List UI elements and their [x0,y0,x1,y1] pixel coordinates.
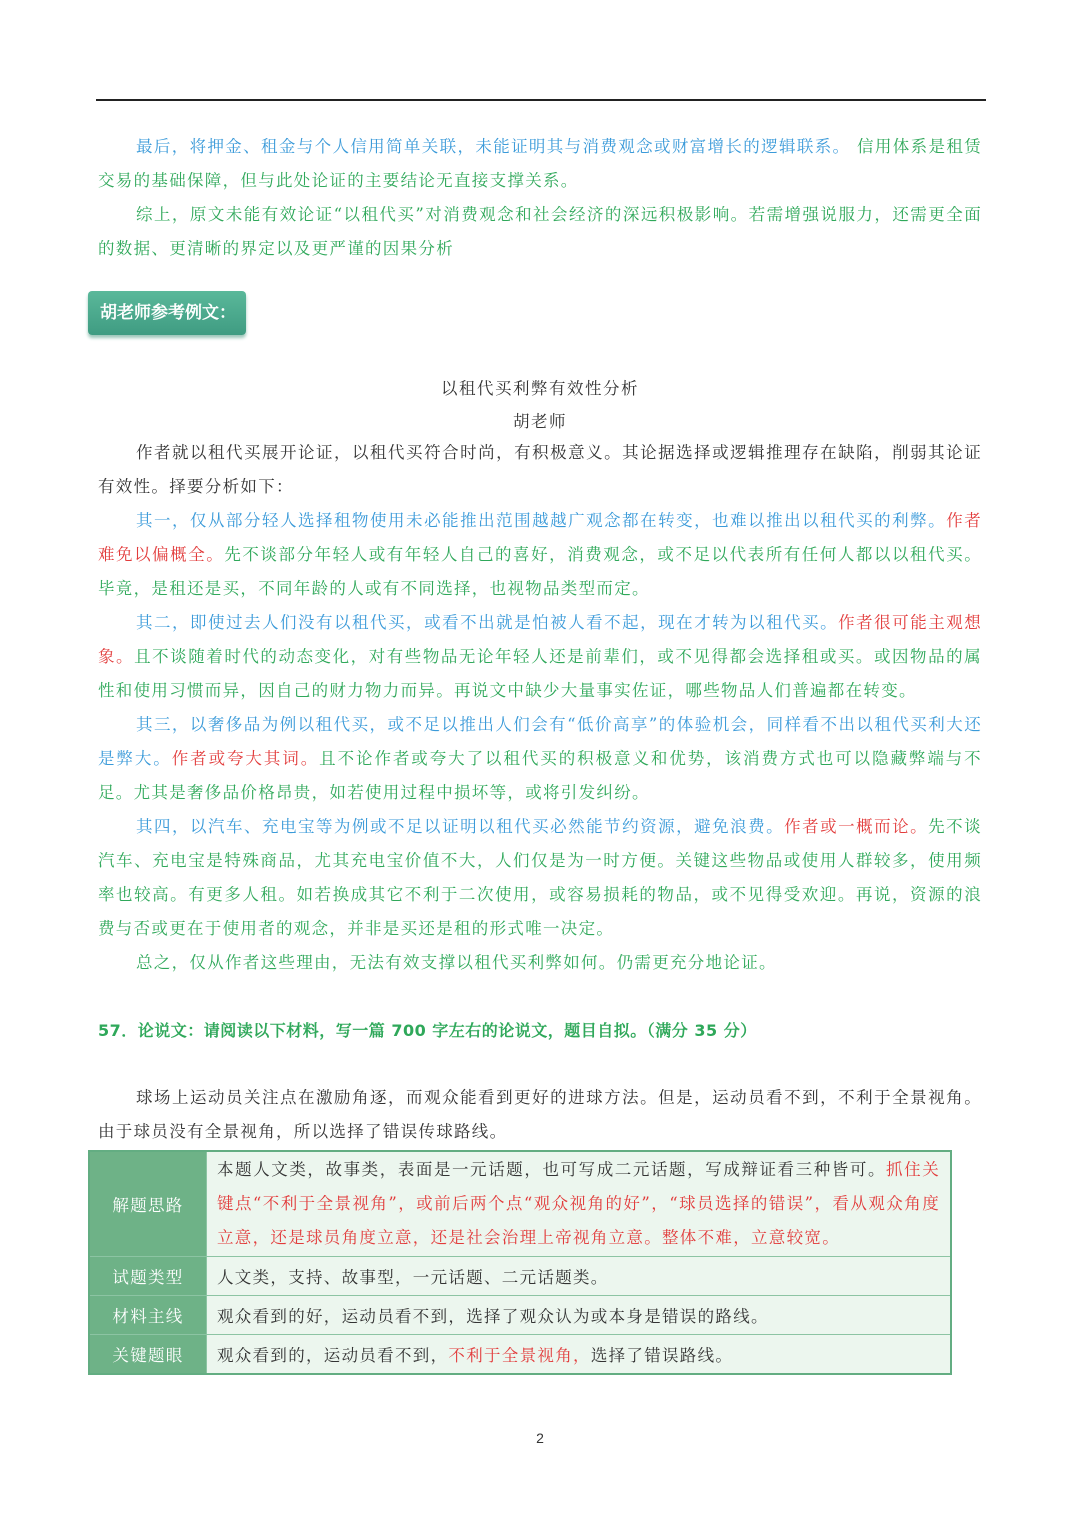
essay-point-4: 其四，以汽车、充电宝等为例或不足以证明以租代买必然能节约资源，避免浪费。作者或一概而论。先不谈汽车、充电宝是特殊商品，尤其充电宝价值不大，人们仅是为一时方便。关键这些物品或使用人群较多，使用频率也较高。有更多人租。如若换成其它不利于二次使用，或容易损耗的物品，或不见得受欢迎。再说，资源的浪费与否或更在于使用者的观念，并非是买还是租的形式唯一决定。 [98,817,982,938]
page-number: 2 [536,1430,544,1446]
question-title: 57．论说文：请阅读以下材料，写一篇 700 字左右的论说文，题目自拟。（满分 35 分） [98,1021,757,1040]
table-cell-mainline: 观众看到的好，运动员看不到，选择了观众认为或本身是错误的路线。 [207,1296,952,1335]
table-cell-keypoint: 观众看到的，运动员看不到，不利于全景视角，选择了错误路线。 [207,1335,952,1375]
essay-author: 胡老师 [513,412,567,431]
reference-essay-badge: 胡老师参考例文： [88,291,246,335]
table-head-mainline: 材料主线 [89,1296,207,1335]
analysis-paragraph-2: 综上，原文未能有效论证“以租代买”对消费观念和社会经济的深远积极影响。若需增强说服力，还需更全面的数据、更清晰的界定以及更严谨的因果分析 [98,205,982,258]
table-cell-approach: 本题人文类，故事类，表面是一元话题，也可写成二元话题，写成辩证看三种皆可。抓住关键点“不利于全景视角”，或前后两个点“观众视角的好”，“球员选择的错误”，看从观众角度立意，还是球员角度立意，还是社会治理上帝视角立意。整体不难，立意较宽。 [207,1151,952,1257]
table-row [89,1257,951,1296]
question-material: 球场上运动员关注点在激励角逐，而观众能看到更好的进球方法。但是，运动员看不到，不利于全景视角。由于球员没有全景视角，所以选择了错误传球路线。 [98,1088,982,1141]
analysis-table [88,1150,952,1375]
essay-conclusion: 总之，仅从作者这些理由，无法有效支撑以租代买利弊如何。仍需更充分地论证。 [136,953,777,972]
essay-intro: 作者就以租代买展开论证，以租代买符合时尚，有积极意义。其论据选择或逻辑推理存在缺陷，削弱其论证有效性。择要分析如下： [98,443,982,496]
table-row [89,1296,951,1335]
table-cell-type: 人文类，支持、故事型，一元话题、二元话题类。 [207,1257,952,1296]
table-row [89,1335,951,1375]
analysis-paragraph-1: 最后，将押金、租金与个人信用简单关联，未能证明其与消费观念或财富增长的逻辑联系。 信用体系是租赁交易的基础保障，但与此处论证的主要结论无直接支撑关系。 [98,137,982,190]
header-rule [96,99,986,101]
table-row [89,1151,951,1257]
table-head-approach: 解题思路 [89,1151,207,1257]
essay-point-3: 其三，以奢侈品为例以租代买，或不足以推出人们会有“低价高享”的体验机会，同样看不出以租代买利大还是弊大。作者或夸大其词。且不论作者或夸大了以租代买的积极意义和优势，该消费方式也可以隐藏弊端与不足。尤其是奢侈品价格昂贵，如若使用过程中损坏等，或将引发纠纷。 [98,715,982,802]
table-head-type: 试题类型 [89,1257,207,1296]
essay-point-1: 其一，仅从部分轻人选择租物使用未必能推出范围越越广观念都在转变，也难以推出以租代买的利弊。作者难免以偏概全。先不谈部分年轻人或有年轻人自己的喜好，消费观念，或不足以代表所有任何人都以以租代买。毕竟，是租还是买，不同年龄的人或有不同选择，也视物品类型而定。 [98,511,982,598]
essay-point-2: 其二，即使过去人们没有以租代买，或看不出就是怕被人看不起，现在才转为以租代买。作者很可能主观想象。且不谈随着时代的动态变化，对有些物品无论年轻人还是前辈们，或不见得都会选择租或买。或因物品的属性和使用习惯而异，因自己的财力物力而异。再说文中缺少大量事实佐证，哪些物品人们普遍都在转变。 [98,613,983,700]
essay-title: 以租代买利弊有效性分析 [441,379,639,398]
table-head-keypoint: 关键题眼 [89,1335,207,1375]
